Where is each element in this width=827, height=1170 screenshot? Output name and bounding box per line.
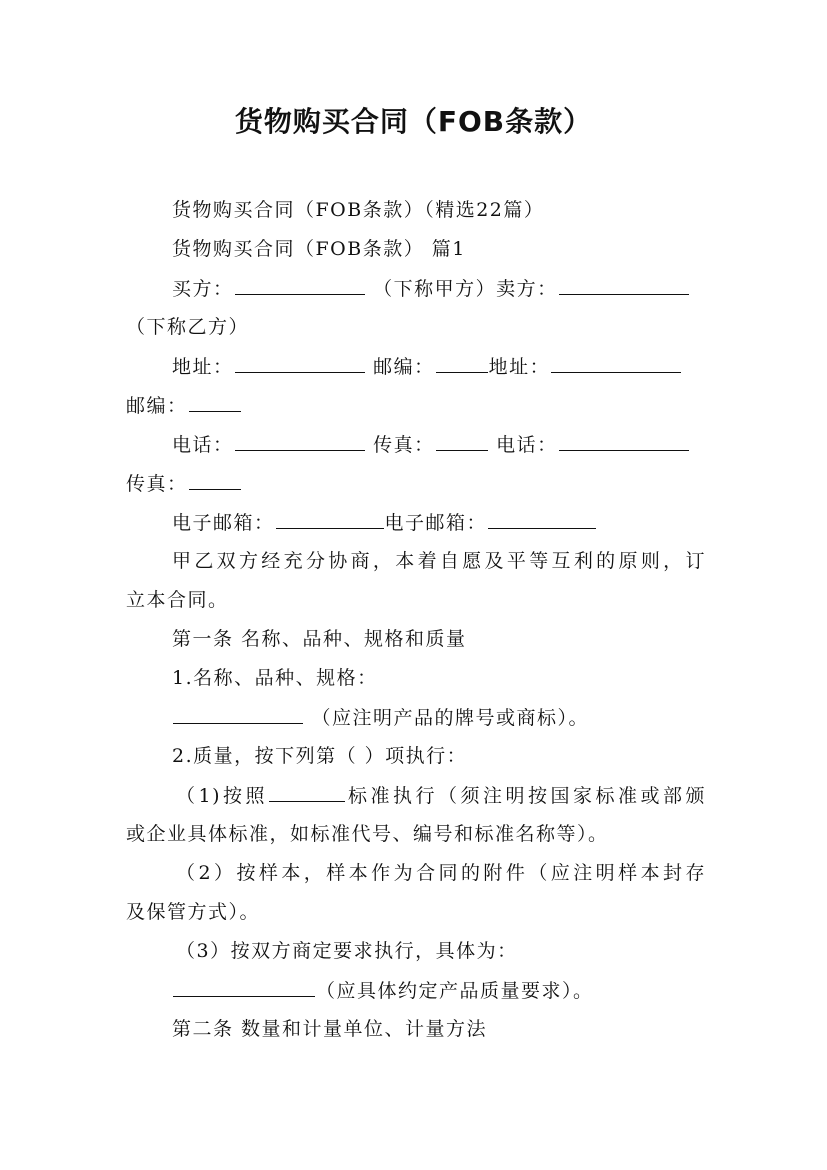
email-blank[interactable] xyxy=(276,508,384,529)
brand-blank[interactable] xyxy=(173,703,303,724)
document-title: 货物购买合同（FOB条款） xyxy=(234,105,593,138)
quality-option-3-line: （3）按双方商定要求执行，具体为： xyxy=(176,940,518,962)
quality-option-2-line-1: （2）按样本，样本作为合同的附件（应注明样本封存 xyxy=(176,862,706,884)
postcode-line xyxy=(126,391,706,420)
agreement-paragraph-line-1: 甲乙双方经充分协商，本着自愿及平等互利的原则，订 xyxy=(172,550,706,572)
subtitle-line: 货物购买合同（FOB条款）（精选22篇） xyxy=(172,199,545,221)
quality-option-2-line-2: 及保管方式）。 xyxy=(126,901,261,923)
agreement-paragraph-line-2: 立本合同。 xyxy=(126,589,229,611)
quality-requirement-note: （应具体约定产品质量要求）。 xyxy=(316,980,594,1002)
phone-blank[interactable] xyxy=(235,430,365,451)
quality-requirement-blank[interactable] xyxy=(173,976,315,997)
fax-label: 传真： xyxy=(373,434,435,456)
buyer-label: 买方： xyxy=(172,278,234,300)
fax-line xyxy=(126,469,706,498)
buyer-blank[interactable] xyxy=(235,274,365,295)
quality-requirement-line xyxy=(172,976,706,1005)
postcode-label-2: 邮编： xyxy=(126,395,188,417)
address-label: 地址： xyxy=(172,356,234,378)
quality-line: 2.质量，按下列第（ ）项执行： xyxy=(172,745,468,767)
seller-note-line: （下称乙方） xyxy=(126,316,250,338)
address-blank[interactable] xyxy=(235,352,365,373)
article-2-heading: 第二条 数量和计量单位、计量方法 xyxy=(172,1018,488,1040)
article-1-heading: 第一条 名称、品种、规格和质量 xyxy=(172,628,467,650)
address-label-2: 地址： xyxy=(488,356,551,378)
phone-line xyxy=(172,430,706,459)
address-blank-2[interactable] xyxy=(551,352,681,373)
brand-line xyxy=(172,703,706,732)
email-blank-2[interactable] xyxy=(488,508,596,529)
brand-note: （应注明产品的牌号或商标）。 xyxy=(311,707,590,729)
fax-blank-2[interactable] xyxy=(189,469,241,490)
phone-label: 电话： xyxy=(172,434,234,456)
postcode-blank[interactable] xyxy=(436,352,488,373)
postcode-blank-2[interactable] xyxy=(189,391,241,412)
standard-blank[interactable] xyxy=(269,781,345,802)
email-label-2: 电子邮箱： xyxy=(384,512,488,534)
buyer-note: （下称甲方）卖方： xyxy=(373,278,558,300)
section-heading: 货物购买合同（FOB条款） 篇1 xyxy=(172,238,466,260)
quality-option-1-line-2: 或企业具体标准，如标准代号、编号和标准名称等）。 xyxy=(126,823,609,845)
phone-blank-2[interactable] xyxy=(559,430,689,451)
postcode-label: 邮编： xyxy=(373,356,435,378)
item-name-line: 1.名称、品种、规格： xyxy=(172,667,378,689)
option-1-text: 标准执行（须注明按国家标准或部颁 xyxy=(346,785,706,807)
fax-blank[interactable] xyxy=(436,430,488,451)
buyer-seller-line xyxy=(172,274,706,303)
seller-blank[interactable] xyxy=(559,274,689,295)
phone-label-2: 电话： xyxy=(496,434,558,456)
option-1-label: （1)按照 xyxy=(176,785,268,807)
email-line xyxy=(172,508,706,537)
fax-label-2: 传真： xyxy=(126,473,188,495)
email-label: 电子邮箱： xyxy=(172,512,275,534)
quality-option-1-line-1 xyxy=(176,781,706,810)
address-line xyxy=(172,352,706,381)
